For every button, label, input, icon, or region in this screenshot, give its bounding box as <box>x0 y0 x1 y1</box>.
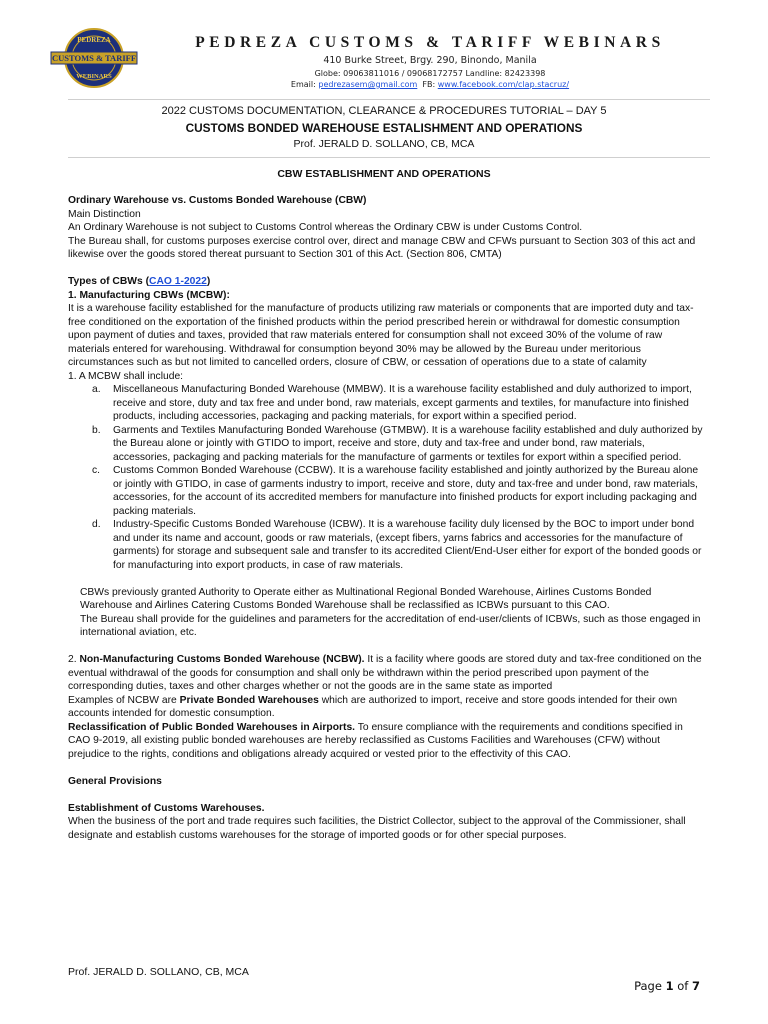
fb-label: FB: <box>422 80 436 89</box>
title-divider <box>68 157 710 158</box>
org-address: 410 Burke Street, Brgy. 290, Binondo, Manila <box>323 55 537 66</box>
list-item: d. Industry-Specific Customs Bonded Warehouse (ICBW). It is a warehouse facility duly licensed by the BOC to import under bond and under its name and account, goods or raw materials, (except fibers, yarns fabrics and accessories for the manufacture of garments) for storage and subsequent sale and transfer to its accredited Client/End-User either for export of the bonded goods or for manufacturing into export products, in case of raw materials. <box>92 519 702 571</box>
author-line: Prof. JERALD D. SOLLANO, CB, MCA <box>293 138 475 150</box>
mcbw-include-label: 1. A MCBW shall include: <box>68 370 184 382</box>
facebook-link[interactable]: www.facebook.com/clap.stacruz/ <box>437 80 570 89</box>
mcbw-heading: 1. Manufacturing CBWs (MCBW): <box>68 289 230 301</box>
icbw-reclass-note: CBWs previously granted Authority to Operate either as Multinational Regional Bonded Warehouse, Airlines Customs Bonded Warehouse and Airlines Catering Customs Bonded Warehouse shall be reclassified as ICBWs pursuant to this CAO. <box>80 586 652 611</box>
document-body <box>68 194 704 842</box>
mcbw-description: It is a warehouse facility established for the manufacture of products utilizing raw materials or components that are imported duty and tax-free conditioned on the exportation of the finished products within the period prescribed herein or withdrawal for domestic consumption upon payment of duties and taxes, provided that raw materials entered for consumption shall not exceed 30% of the volume of raw materials entered for warehousing. Withdrawal for consumption beyond 30% may be allowed by the Bureau under meritorious circumstances such as but not limited to cancelled orders, closure of CBW, or cessation of operations due to a state of calamity <box>68 303 694 368</box>
list-item: c. Customs Common Bonded Warehouse (CCBW). It is a warehouse facility established and jointly authorized by the Bureau alone or jointly with GTIDO, in case of garments industry to import, receive and store, duty and tax-free and under bond, raw materials, accessories, for the account of its accredited members for manufacture into finished products for export including packaging and packing materials. <box>92 465 699 517</box>
ordinary-paragraph-2: The Bureau shall, for customs purposes exercise control over, direct and manage CBW and CFWs pursuant to Section 303 of this act and likewise over the goods stored thereat pursuant to Section 301 of this Act. (Section 806, CMTA) <box>68 235 696 260</box>
svg-text:PEDREZA: PEDREZA <box>77 36 111 44</box>
org-phones: Globe: 09063811016 / 09068172757 Landline: 82423398 <box>314 69 546 78</box>
svg-text:WEBINARS: WEBINARS <box>76 73 112 80</box>
types-heading: Types of CBWs (CAO 1-2022) <box>68 276 211 287</box>
tutorial-title: 2022 CUSTOMS DOCUMENTATION, CLEARANCE & PROCEDURES TUTORIAL – DAY 5 <box>161 105 607 117</box>
org-name: PEDREZA CUSTOMS & TARIFF WEBINARS <box>195 34 665 51</box>
list-item: b. Garments and Textiles Manufacturing Bonded Warehouse (GTMBW). It is a warehouse facility established and duly authorized by the Bureau alone or jointly with GTIDO to import, receive and store, duty and tax-free and under bond, raw materials, accessories, packaging and packing materials for the manufacture of garments or textiles for export within a specified period. <box>92 424 703 463</box>
page-number: Page 1 of 7 <box>634 979 700 993</box>
general-provisions-heading: General Provisions <box>68 775 162 787</box>
establishment-paragraph: When the business of the port and trade requires such facilities, the District Collector, subject to the approval of the Commissioner, shall designate and establish customs warehouses for the storage of imported goods or for other special purposes. <box>68 816 686 841</box>
document-title: CUSTOMS BONDED WAREHOUSE ESTALISHMENT AND OPERATIONS <box>185 121 583 135</box>
header-divider <box>68 99 710 100</box>
establishment-heading: Establishment of Customs Warehouses. <box>68 802 265 814</box>
ordinary-heading: Ordinary Warehouse vs. Customs Bonded Warehouse (CBW) <box>68 195 367 206</box>
cao-link[interactable]: CAO 1-2022 <box>149 276 207 287</box>
org-contact <box>150 80 710 89</box>
pedreza-logo <box>50 26 138 90</box>
email-link[interactable]: pedrezasem@gmail.com <box>318 80 418 89</box>
ordinary-paragraph-1: An Ordinary Warehouse is not subject to Customs Control whereas the Ordinary CBW is under Customs Control. <box>68 222 583 233</box>
list-item: a. Miscellaneous Manufacturing Bonded Warehouse (MMBW). It is a warehouse facility established and duly authorized to import, receive and store, duty and tax free and under bond, raw materials, except garments and textiles, for manufacture into finished products, including accessories, packaging and packing materials, for export within a specified period. <box>92 384 692 422</box>
footer-author: Prof. JERALD D. SOLLANO, CB, MCA <box>68 966 249 978</box>
icbw-guidelines-note: The Bureau shall provide for the guidelines and parameters for the accreditation of end-user/clients of ICBWs, such as those engaged in international aviation, etc. <box>80 613 701 638</box>
email-label: Email: <box>290 80 316 89</box>
section-title: CBW ESTABLISHMENT AND OPERATIONS <box>277 168 491 180</box>
reclassification-paragraph: Reclassification of Public Bonded Warehouses in Airports. To ensure compliance with the requirements and conditions specified in CAO 9-2019, all existing public bonded warehouses are hereby reclassified as Customs Facilities and Warehouses (CFW) without prejudice to the rights, conditions and obligations already acquired or vested prior to the effectivity of this CAO. <box>68 721 683 760</box>
svg-text:CUSTOMS & TARIFF: CUSTOMS & TARIFF <box>51 53 137 63</box>
ncbw-paragraph: 2. Non-Manufacturing Customs Bonded Warehouse (NCBW). It is a facility where goods are stored duty and tax-free conditioned on the eventual withdrawal of the goods for consumption and shall only be withdrawn within the period prescribed upon payment of the corresponding duties, taxes and other charges whether or not the goods are in the same state as imported <box>68 654 702 692</box>
main-distinction-label: Main Distinction <box>68 208 141 220</box>
ncbw-examples: Examples of NCBW are Private Bonded Warehouses which are authorized to import, receive and store goods intended for their own accounts intended for domestic consumption. <box>68 694 678 719</box>
